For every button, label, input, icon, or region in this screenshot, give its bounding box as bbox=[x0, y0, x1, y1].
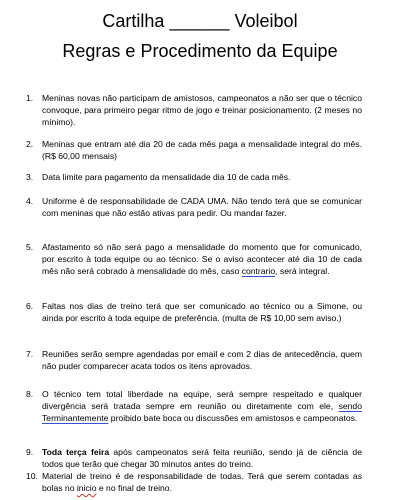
rule-number: 9. bbox=[26, 447, 34, 457]
rule-bold-text: Toda terça feira bbox=[42, 447, 110, 457]
rule-text: Meninas que entram até dia 20 de cada mês paga a mensalidade integral do mês. (R$ 60,00 mensais) bbox=[42, 139, 362, 161]
rule-number: 7. bbox=[26, 349, 34, 359]
rule-text-start: O técnico tem total liberdade na equipe, será sempre respeitado e qualquer divergência será tratada sempre em reunião ou diretamente com ele, bbox=[42, 389, 362, 411]
rule-4 bbox=[26, 195, 362, 219]
rule-text-end: , será integral. bbox=[275, 266, 330, 276]
rule-9 bbox=[26, 446, 362, 470]
rule-number: 8. bbox=[26, 389, 34, 399]
rule-number: 4. bbox=[26, 196, 34, 206]
rule-text: Data limite para pagamento da mensalidade dia 10 de cada mês. bbox=[42, 172, 291, 182]
document-title: Cartilha ______ Voleibol bbox=[102, 11, 298, 31]
rule-3 bbox=[26, 171, 362, 183]
rule-6 bbox=[26, 300, 362, 324]
rule-text: após campeonatos será feita reunião, sendo já de ciência de todos que terão que chegar 30 minutos antes do treino. bbox=[42, 447, 362, 469]
rule-text: Meninas novas não participam de amistosos, campeonatos a não ser que o técnico convoque, para primeiro pegar ritmo de jogo e treinar posicionamento. (2 meses no mínimo). bbox=[42, 93, 362, 127]
rule-8 bbox=[26, 388, 362, 424]
rule-text-end: e no final de treino. bbox=[96, 483, 172, 493]
rule-text-start: Material de treino é de responsabilidade de todas. Terá que serem contadas as bolas no bbox=[42, 471, 362, 493]
rule-number: 5. bbox=[26, 242, 34, 252]
rule-number: 6. bbox=[26, 301, 34, 311]
rule-1 bbox=[26, 92, 362, 128]
rule-2 bbox=[26, 138, 362, 162]
rule-number: 3. bbox=[26, 172, 34, 182]
rule-text-start: Afastamento só não será pago a mensalidade do momento que for comunicado, por escrito à toda equipe ou ao técnico. Se o aviso acontecer até dia 10 de cada mês não será cobrado à mensalidade do mês, caso bbox=[42, 242, 362, 276]
rule-text: Faltas nos dias de treino terá que ser comunicado ao técnico ou a Simone, ou ainda por escrito à toda equipe de preferência. (multa de R$ 10,00 sem aviso.) bbox=[42, 301, 362, 323]
rule-underlined-phrase: sendo Terminantemente bbox=[42, 401, 362, 423]
rule-text-end: proibido bate boca ou discussões em amistosos e campeonatos. bbox=[108, 413, 358, 423]
rule-number: 2. bbox=[26, 139, 34, 149]
rule-underlined-word: contrario bbox=[241, 266, 276, 276]
rule-underlined-word: inicio bbox=[76, 483, 97, 493]
document-subtitle: Regras e Procedimento da Equipe bbox=[62, 41, 338, 61]
rule-number: 1. bbox=[26, 93, 34, 103]
rule-number: 10. bbox=[26, 471, 38, 481]
rule-5 bbox=[26, 241, 362, 277]
rule-10 bbox=[26, 470, 362, 494]
rule-text: Reuniões serão sempre agendadas por email e com 2 dias de antecedência, quem não puder comparecer acata todos os itens aprovados. bbox=[42, 349, 362, 371]
rule-7 bbox=[26, 348, 362, 372]
rule-text: Uniforme é de responsabilidade de CADA UMA. Não tendo terá que se comunicar com meninas que não estão ativas para pedir. Ou mandar fazer. bbox=[42, 196, 362, 218]
